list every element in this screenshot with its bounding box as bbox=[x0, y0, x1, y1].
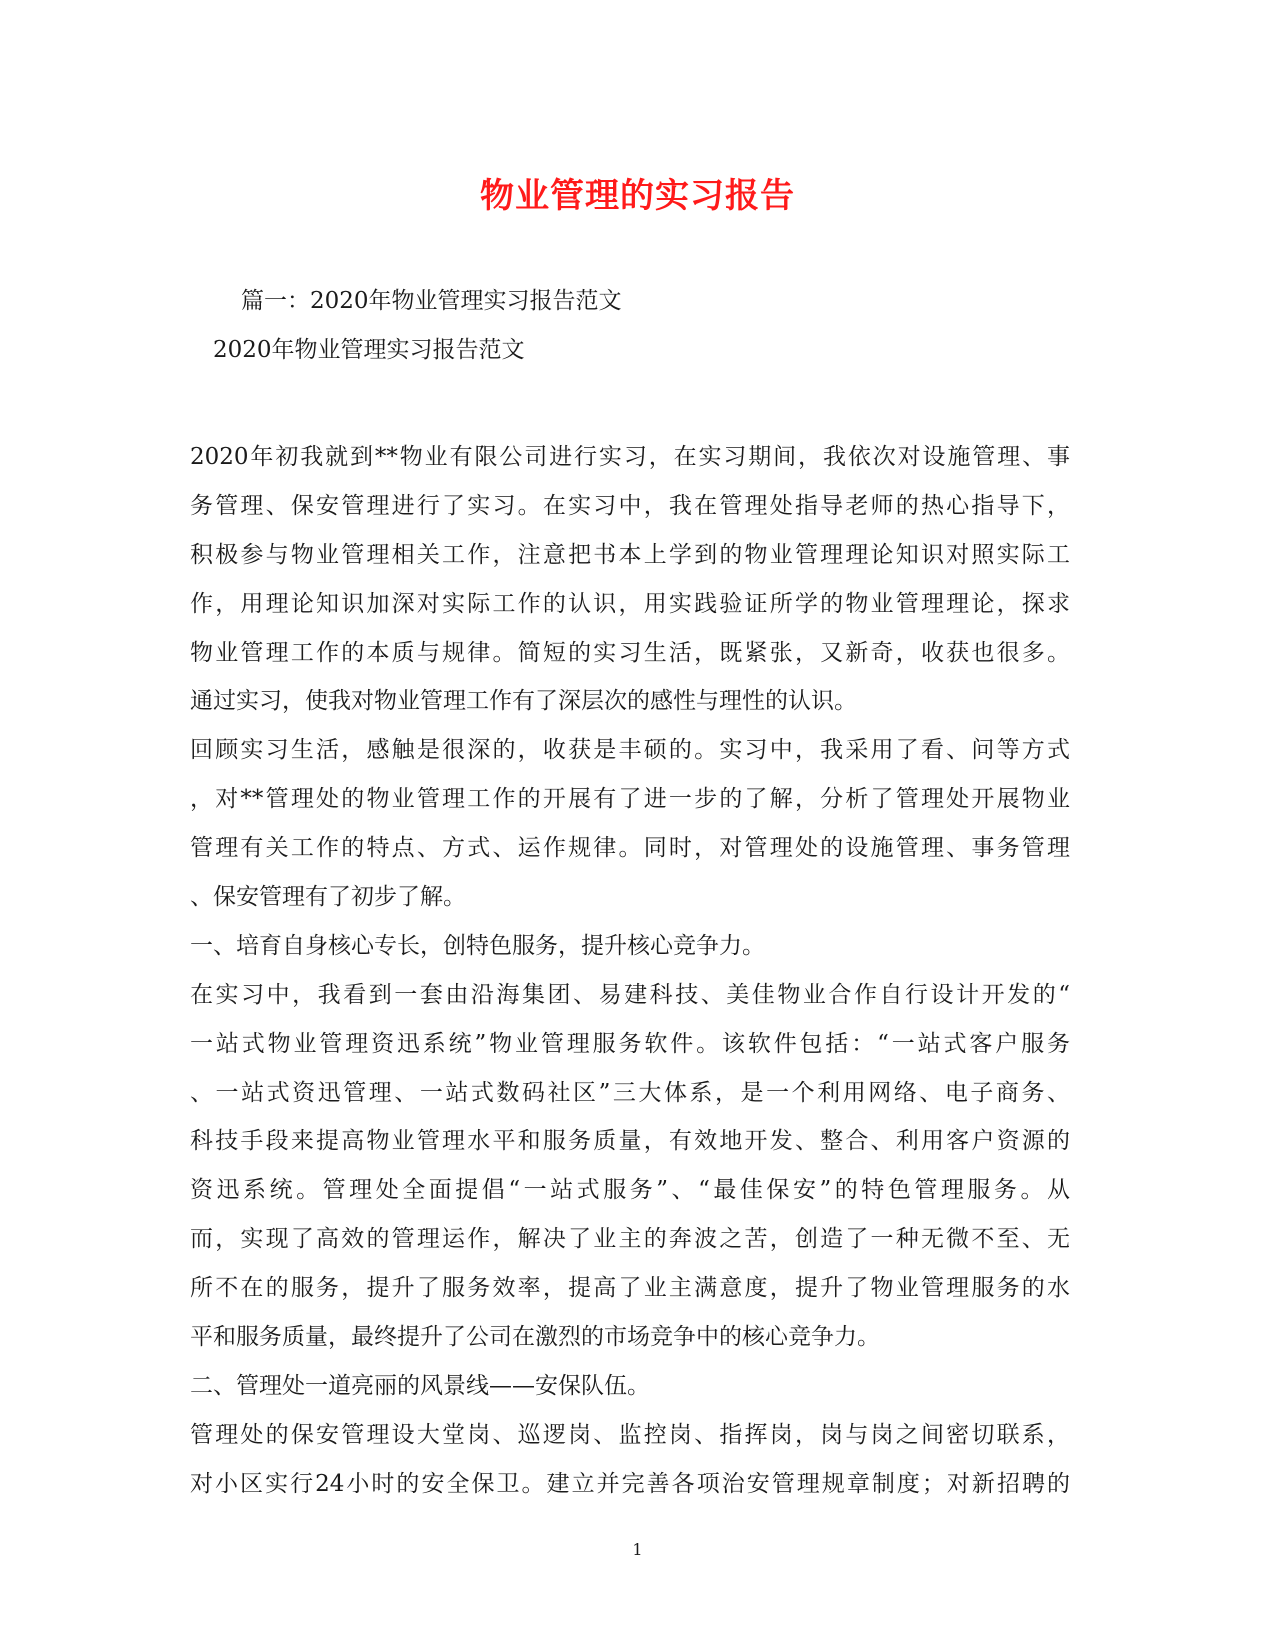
text-line: 而，实现了高效的管理运作，解决了业主的奔波之苦，创造了一种无微不至、无 bbox=[190, 1226, 1070, 1253]
text-line: 回顾实习生活，感触是很深的，收获是丰硕的。实习中，我采用了看、问等方式 bbox=[190, 737, 1070, 764]
text-line: 、保安管理有了初步了解。 bbox=[190, 884, 466, 911]
text-line: 管理有关工作的特点、方式、运作规律。同时，对管理处的设施管理、事务管理 bbox=[190, 835, 1070, 862]
text-line: 管理处的保安管理设大堂岗、巡逻岗、监控岗、指挥岗，岗与岗之间密切联系， bbox=[190, 1421, 1070, 1448]
text-line: 2020年初我就到**物业有限公司进行实习，在实习期间，我依次对设施管理、事 bbox=[190, 444, 1070, 470]
text-line: 所不在的服务，提升了服务效率，提高了业主满意度，提升了物业管理服务的水 bbox=[190, 1275, 1070, 1302]
document-title: 物业管理的实习报告 bbox=[480, 176, 795, 216]
page-number: 1 bbox=[632, 1540, 643, 1559]
text-line: ，对**管理处的物业管理工作的开展有了进一步的了解，分析了管理处开展物业 bbox=[190, 786, 1070, 813]
text-line: 、一站式资迅管理、一站式数码社区”三大体系，是一个利用网络、电子商务、 bbox=[190, 1079, 1070, 1106]
subheading-2: 2020年物业管理实习报告范文 bbox=[213, 337, 525, 363]
document-body bbox=[190, 433, 1070, 1509]
text-line: 对小区实行24小时的安全保卫。建立并完善各项治安管理规章制度；对新招聘的 bbox=[190, 1470, 1070, 1497]
text-line: 务管理、保安管理进行了实习。在实习中，我在管理处指导老师的热心指导下， bbox=[190, 492, 1070, 519]
text-line: 科技手段来提高物业管理水平和服务质量，有效地开发、整合、利用客户资源的 bbox=[190, 1128, 1070, 1155]
text-line: 积极参与物业管理相关工作，注意把书本上学到的物业管理理论知识对照实际工 bbox=[190, 541, 1070, 568]
subheading-1: 篇一：2020年物业管理实习报告范文 bbox=[241, 288, 622, 314]
text-line: 通过实习，使我对物业管理工作有了深层次的感性与理性的认识。 bbox=[190, 688, 857, 715]
text-line: 资迅系统。管理处全面提倡“一站式服务”、“最佳保安”的特色管理服务。从 bbox=[190, 1177, 1070, 1204]
text-line: 平和服务质量，最终提升了公司在激烈的市场竞争中的核心竞争力。 bbox=[190, 1324, 880, 1351]
text-line: 在实习中，我看到一套由沿海集团、易建科技、美佳物业合作自行设计开发的“ bbox=[190, 981, 1070, 1008]
section-heading: 二、管理处一道亮丽的风景线——安保队伍。 bbox=[190, 1372, 650, 1399]
text-line: 物业管理工作的本质与规律。简短的实习生活，既紧张，又新奇，收获也很多。 bbox=[190, 639, 1070, 666]
text-line: 一站式物业管理资迅系统”物业管理服务软件。该软件包括：“一站式客户服务 bbox=[190, 1030, 1070, 1057]
section-heading: 一、培育自身核心专长，创特色服务，提升核心竞争力。 bbox=[190, 932, 765, 959]
text-line: 作，用理论知识加深对实际工作的认识，用实践验证所学的物业管理理论，探求 bbox=[190, 590, 1070, 617]
